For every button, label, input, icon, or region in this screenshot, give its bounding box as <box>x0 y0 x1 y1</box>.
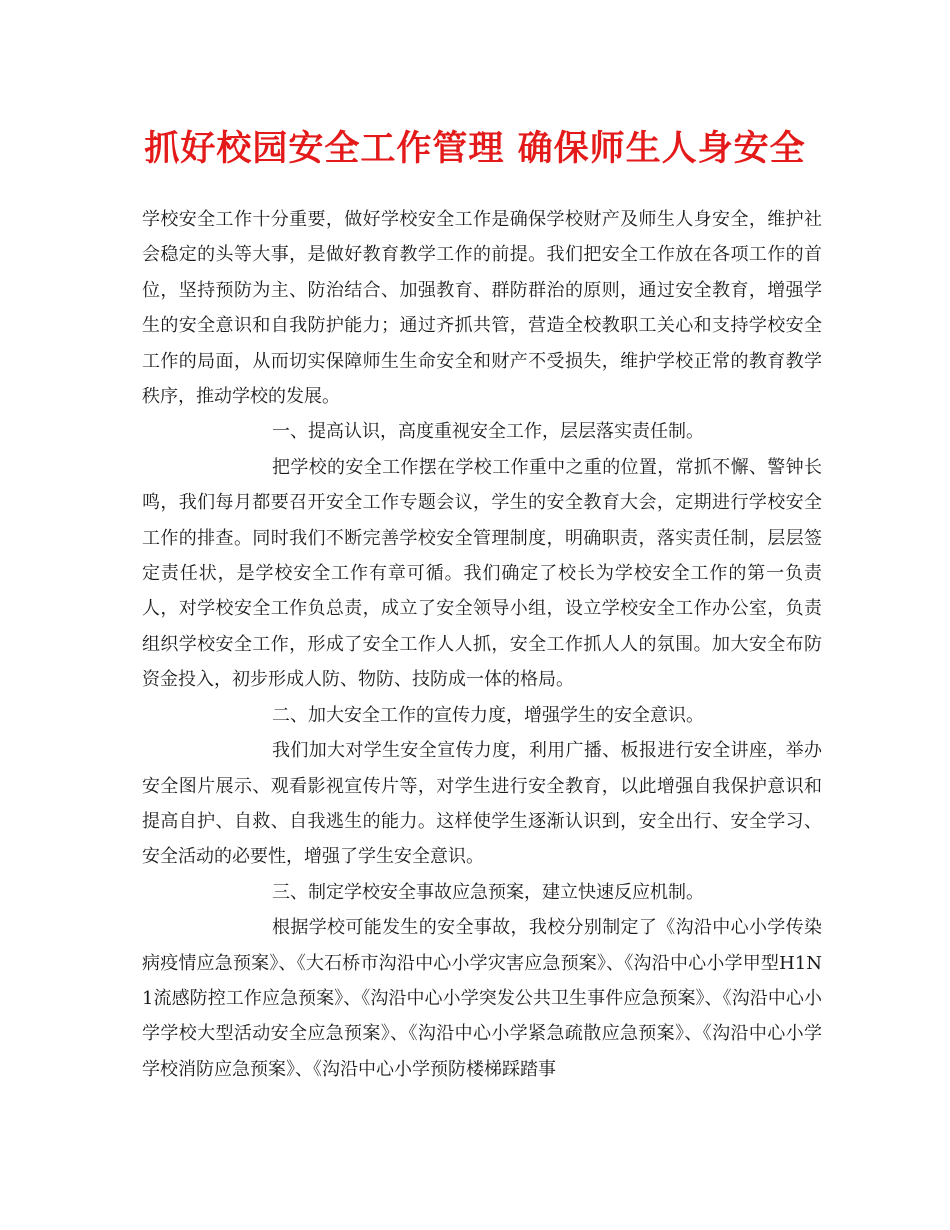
section-heading-1: 一、提高认识，高度重视安全工作，层层落实责任制。 <box>272 421 704 443</box>
document-title: 抓好校园安全工作管理 确保师生人身安全 <box>144 128 806 169</box>
document-body <box>142 202 822 1087</box>
section-heading-2: 二、加大安全工作的宣传力度，增强学生的安全意识。 <box>272 704 704 726</box>
section-heading-3: 三、制定学校安全事故应急预案，建立快速反应机制。 <box>272 881 704 903</box>
paragraph-section-1: 把学校的安全工作摆在学校工作重中之重的位置，常抓不懈、警钟长鸣，我们每月都要召开安全工作专题会议，学生的安全教育大会，定期进行学校安全工作的排查。同时我们不断完善学校安全管理制度，明确职责，落实责任制，层层签定责任状，是学校安全工作有章可循。我们确定了校长为学校安全工作的第一负责人，对学校安全工作负总责，成立了安全领导小组，设立学校安全工作办公室，负责组织学校安全工作，形成了安全工作人人抓，安全工作抓人人的氛围。加大安全布防资金投入，初步形成人防、物防、技防成一体的格局。 <box>142 456 822 691</box>
paragraph-section-2: 我们加大对学生安全宣传力度，利用广播、板报进行安全讲座，举办安全图片展示、观看影视宣传片等，对学生进行安全教育，以此增强自我保护意识和提高自护、自救、自我逃生的能力。这样使学生逐渐认识到，安全出行、安全学习、安全活动的必要性，增强了学生安全意识。 <box>142 740 822 868</box>
paragraph-intro: 学校安全工作十分重要，做好学校安全工作是确保学校财产及师生人身安全，维护社会稳定的头等大事，是做好教育教学工作的前提。我们把安全工作放在各项工作的首位，坚持预防为主、防治结合、加强教育、群防群治的原则，通过安全教育，增强学生的安全意识和自我防护能力；通过齐抓共管，营造全校教职工关心和支持学校安全工作的局面，从而切实保障师生生命安全和财产不受损失，维护学校正常的教育教学秩序，推动学校的发展。 <box>142 209 822 408</box>
paragraph-section-3: 根据学校可能发生的安全事故，我校分别制定了《沟沿中心小学传染病疫情应急预案》、《大石桥市沟沿中心小学灾害应急预案》、《沟沿中心小学甲型H1N1流感防控工作应急预案》、《沟沿中心小学突发公共卫生事件应急预案》、《沟沿中心小学学校大型活动安全应急预案》、《沟沿中心小学紧急疏散应急预案》、《沟沿中心小学学校消防应急预案》、《沟沿中心小学预防楼梯踩踏事 <box>142 917 822 1080</box>
